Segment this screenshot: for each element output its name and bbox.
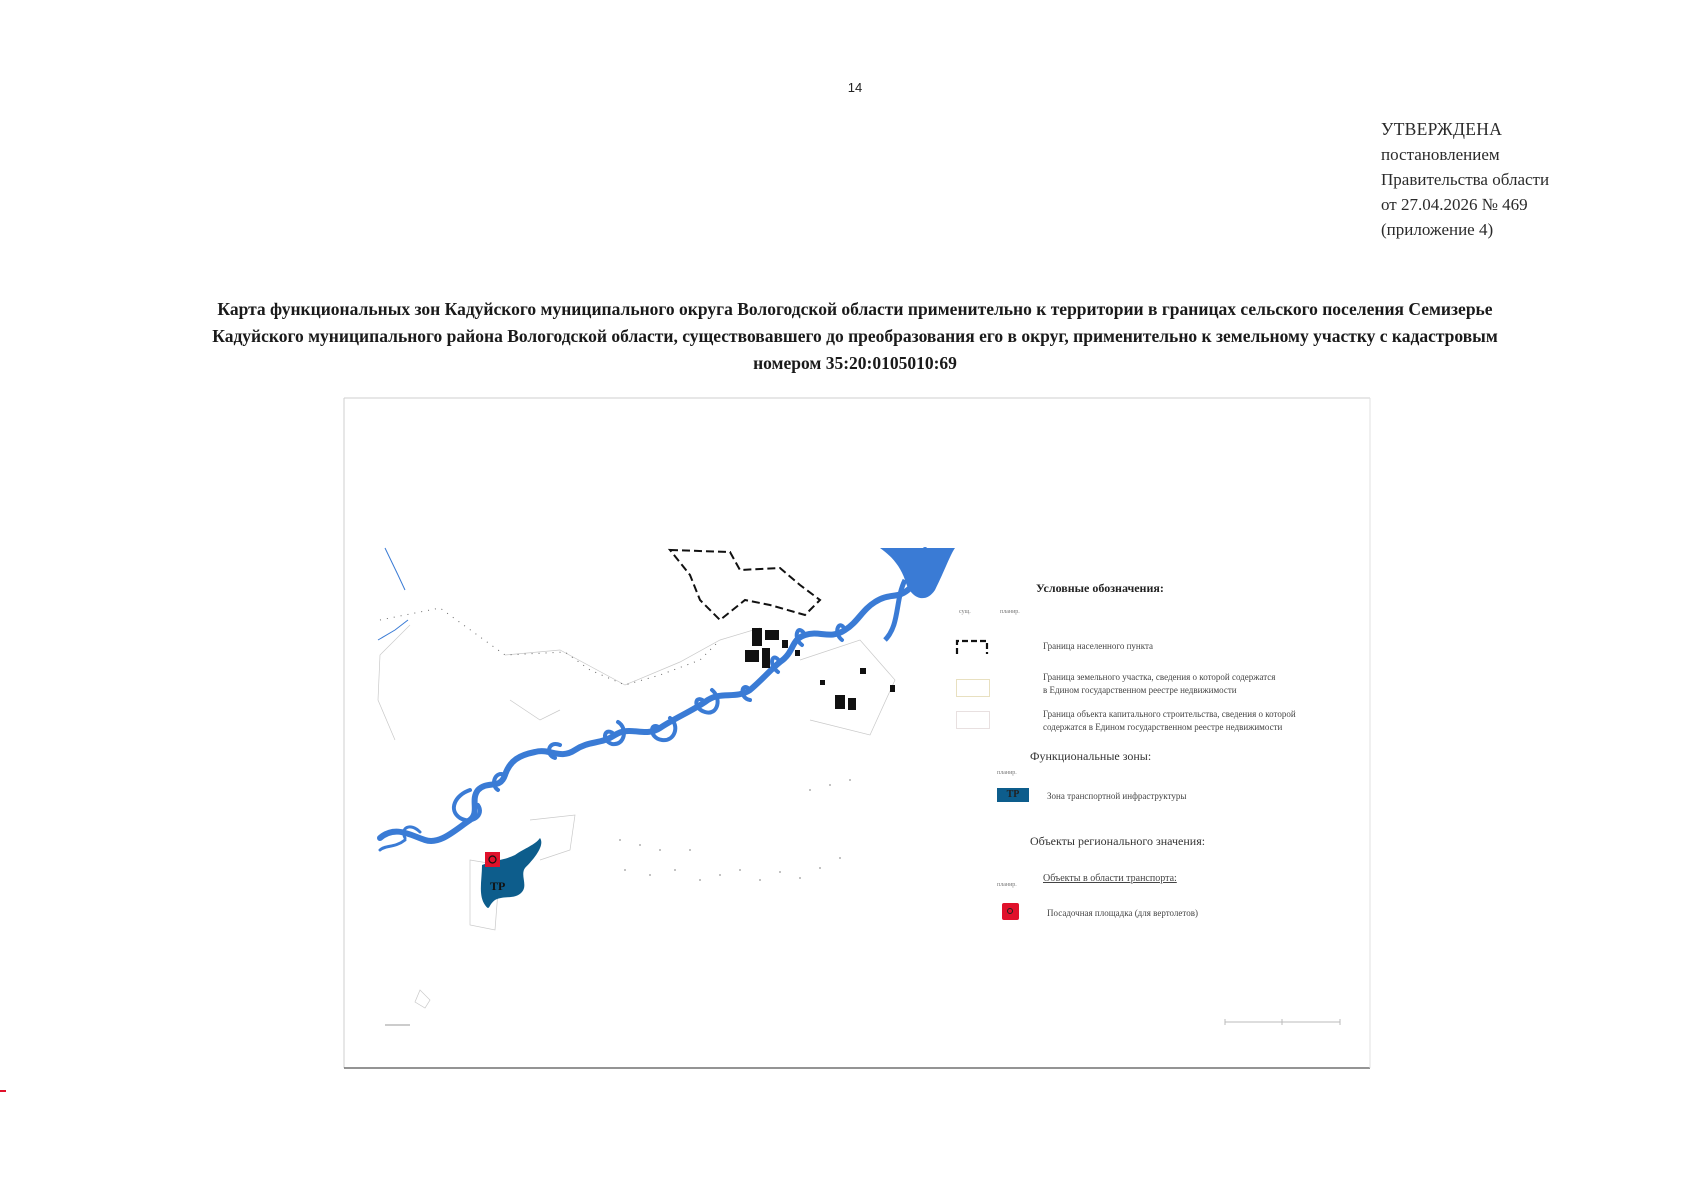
legend-func-col-planned: планир. [997,770,1017,776]
legend-transport-title: Объекты в области транспорта: [1043,873,1177,884]
settlement-border [670,550,820,620]
approval-appendix: (приложение 4) [1381,220,1494,239]
approval-heading: УТВЕРЖДЕНА [1381,119,1503,139]
legend-item-settlement: Граница населенного пункта [1043,641,1153,651]
legend-transport-col-planned: планир. [997,882,1017,888]
river-estuary [880,548,955,598]
legend-title: Условные обозначения: [1036,581,1164,595]
page-number: 14 [847,80,863,95]
settlement-buildings [745,628,895,710]
scatter-dots [619,779,851,881]
title-line: номером 35:20:0105010:69 [753,353,957,373]
title-line: Карта функциональных зон Кадуйского муниципального округа Вологодской области применительно к территории в границах сельского поселения Семизерье [217,299,1493,319]
stream-line [378,620,408,640]
legend-item-building-1: Граница объекта капитального строительства, сведения о которой [1043,709,1296,719]
legend-transport-zone-text: Зона транспортной инфраструктуры [1047,791,1187,801]
legend-func-zones-title: Функциональные зоны: [1030,749,1152,763]
river-branch [885,580,905,640]
legend-item-land-plot-2: в Едином государственном реестре недвижимости [1043,685,1237,695]
legend-col-planned: планир. [1000,609,1020,615]
approval-line: постановлением [1381,145,1500,164]
margin-mark [0,1090,6,1092]
legend-item-building-2: содержатся в Едином государственном реестре недвижимости [1043,722,1283,732]
legend-regional-title: Объекты регионального значения: [1030,834,1206,848]
title-line: Кадуйского муниципального района Вологодской области, существовавшего до преобразования его в округ, применительно к земельному участку с кадастровым [212,326,1498,346]
legend-col-existing: сущ. [959,609,971,615]
transport-zone-polygon [481,838,541,908]
transport-zone-swatch: ТР [997,788,1029,802]
approval-date: от 27.04.2026 № 469 [1381,195,1528,214]
dotted-boundary [380,608,720,685]
stream-line [385,548,405,590]
transport-zone-label: ТР [490,879,506,893]
approval-line: Правительства области [1381,170,1550,189]
helipad-marker [485,852,500,867]
legend-helipad-text: Посадочная площадка (для вертолетов) [1047,908,1198,918]
legend-item-land-plot-1: Граница земельного участка, сведения о которой содержатся [1043,672,1276,682]
